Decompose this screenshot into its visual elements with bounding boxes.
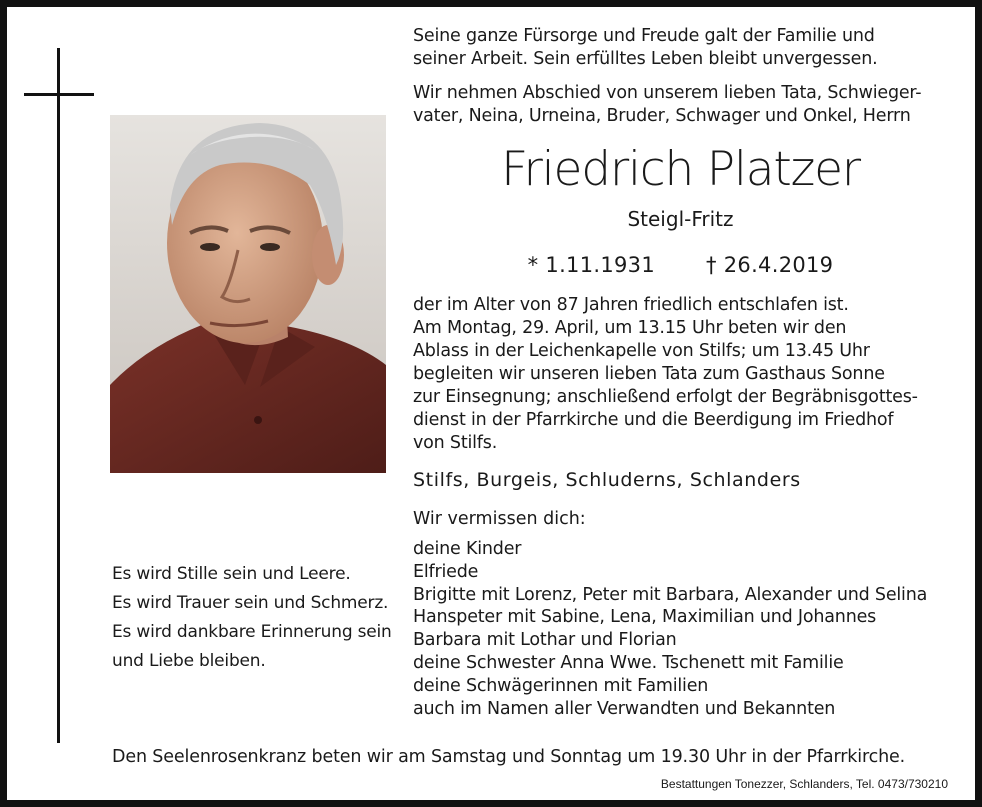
birth-date: * 1.11.1931 xyxy=(527,253,655,277)
mourner-line: Hanspeter mit Sabine, Lena, Maximilian und Johannes xyxy=(413,607,877,628)
mourners-heading: Wir vermissen dich: xyxy=(413,509,586,529)
death-date: † 26.4.2019 xyxy=(705,253,834,277)
deceased-name: Friedrich Platzer xyxy=(501,142,860,197)
farewell-text xyxy=(413,82,948,128)
rosary-notice: Den Seelenrosenkranz beten wir am Samstag und Sonntag um 19.30 Uhr in der Pfarrkirche. xyxy=(112,747,906,767)
details-line: dienst in der Pfarrkirche und die Beerdigung im Friedhof xyxy=(413,410,894,430)
farewell-line: Wir nehmen Abschied von unserem lieben Tata, Schwieger- xyxy=(413,83,922,103)
portrait-photo xyxy=(110,115,386,473)
funeral-details xyxy=(413,294,948,455)
mourner-line: Elfriede xyxy=(413,561,479,582)
poem-line: Es wird Stille sein und Leere. xyxy=(112,564,351,584)
intro-text xyxy=(413,25,948,71)
details-line: begleiten wir unseren lieben Tata zum Gasthaus Sonne xyxy=(413,364,885,384)
details-line: zur Einsegnung; anschließend erfolgt der Begräbnisgottes- xyxy=(413,387,918,407)
details-line: von Stilfs. xyxy=(413,433,498,453)
intro-line: seiner Arbeit. Sein erfülltes Leben bleibt unvergessen. xyxy=(413,49,878,69)
life-dates xyxy=(413,250,948,280)
details-line: Am Montag, 29. April, um 13.15 Uhr beten wir den xyxy=(413,318,847,338)
mourner-line: Barbara mit Lothar und Florian xyxy=(413,630,677,651)
mourners-list xyxy=(413,538,927,720)
deceased-nickname: Steigl-Fritz xyxy=(627,207,734,231)
cross-vertical-bar xyxy=(57,48,60,743)
mourner-line: auch im Namen aller Verwandten und Bekannten xyxy=(413,698,836,719)
undertaker-credit: Bestattungen Tonezzer, Schlanders, Tel. 0473/730210 xyxy=(660,777,948,791)
poem-line: Es wird dankbare Erinnerung sein xyxy=(112,622,392,642)
cross-horizontal-bar xyxy=(24,93,94,96)
poem-line: und Liebe bleiben. xyxy=(112,651,266,671)
mourner-line: deine Schwester Anna Wwe. Tschenett mit Familie xyxy=(413,652,844,673)
mourner-line: deine Kinder xyxy=(413,539,522,559)
farewell-line: vater, Neina, Urneina, Bruder, Schwager und Onkel, Herrn xyxy=(413,106,911,126)
mourner-line: Brigitte mit Lorenz, Peter mit Barbara, Alexander und Selina xyxy=(413,584,928,605)
mourner-line: deine Schwägerinnen mit Familien xyxy=(413,675,709,696)
places: Stilfs, Burgeis, Schluderns, Schlanders xyxy=(413,469,801,491)
portrait-illustration xyxy=(110,115,386,473)
poem xyxy=(112,560,392,676)
poem-line: Es wird Trauer sein und Schmerz. xyxy=(112,593,389,613)
intro-line: Seine ganze Fürsorge und Freude galt der Familie und xyxy=(413,26,875,46)
details-line: der im Alter von 87 Jahren friedlich entschlafen ist. xyxy=(413,295,849,315)
details-line: Ablass in der Leichenkapelle von Stilfs; um 13.45 Uhr xyxy=(413,341,870,361)
